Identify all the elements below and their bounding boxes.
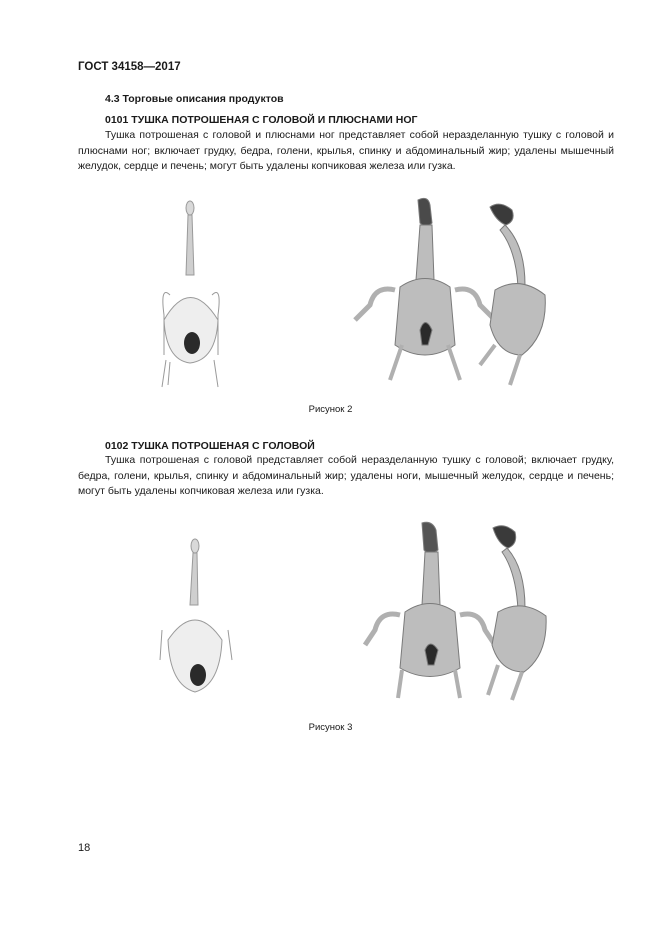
item-heading-0102: 0102 ТУШКА ПОТРОШЕНАЯ С ГОЛОВОЙ (105, 440, 315, 452)
figure-3-caption: Рисунок 3 (308, 722, 353, 733)
page-number: 18 (78, 842, 91, 854)
carcass-side-with-head (488, 526, 546, 700)
figure-3-carcass-illustrations (150, 520, 630, 710)
item-text-0101: Тушка потрошеная с головой и плюснами ног представляет собой неразделанную тушку с головой и плюснами ног; включает грудку, бедра, голени, крылья, спинку и абдоминальный жир; удалены мышечный желудок, сердце и печень; могут быть удалены копчиковая железа или гузка. (78, 129, 614, 172)
figure-2-carcass-illustrations (150, 195, 630, 395)
item-heading-0101: 0101 ТУШКА ПОТРОШЕНАЯ С ГОЛОВОЙ И ПЛЮСНАМИ НОГ (105, 114, 418, 126)
section-title: 4.3 Торговые описания продуктов (105, 93, 284, 105)
bird-front-white (162, 201, 219, 387)
carcass-front-with-head (355, 198, 495, 380)
document-code: ГОСТ 34158—2017 (78, 61, 181, 73)
figure-2-caption: Рисунок 2 (308, 404, 353, 415)
bird-front-white (160, 539, 232, 692)
carcass-front-with-head (365, 522, 495, 698)
carcass-side-with-head (480, 204, 545, 385)
item-text-0102: Тушка потрошеная с головой представляет собой неразделанную тушку с головой; включает грудку, бедра, голени, крылья, спинку и абдоминальный жир; удалены ноги, мышечный желудок, сердце и печень; могут быть удалены копчиковая железа или гузка. (78, 454, 614, 497)
